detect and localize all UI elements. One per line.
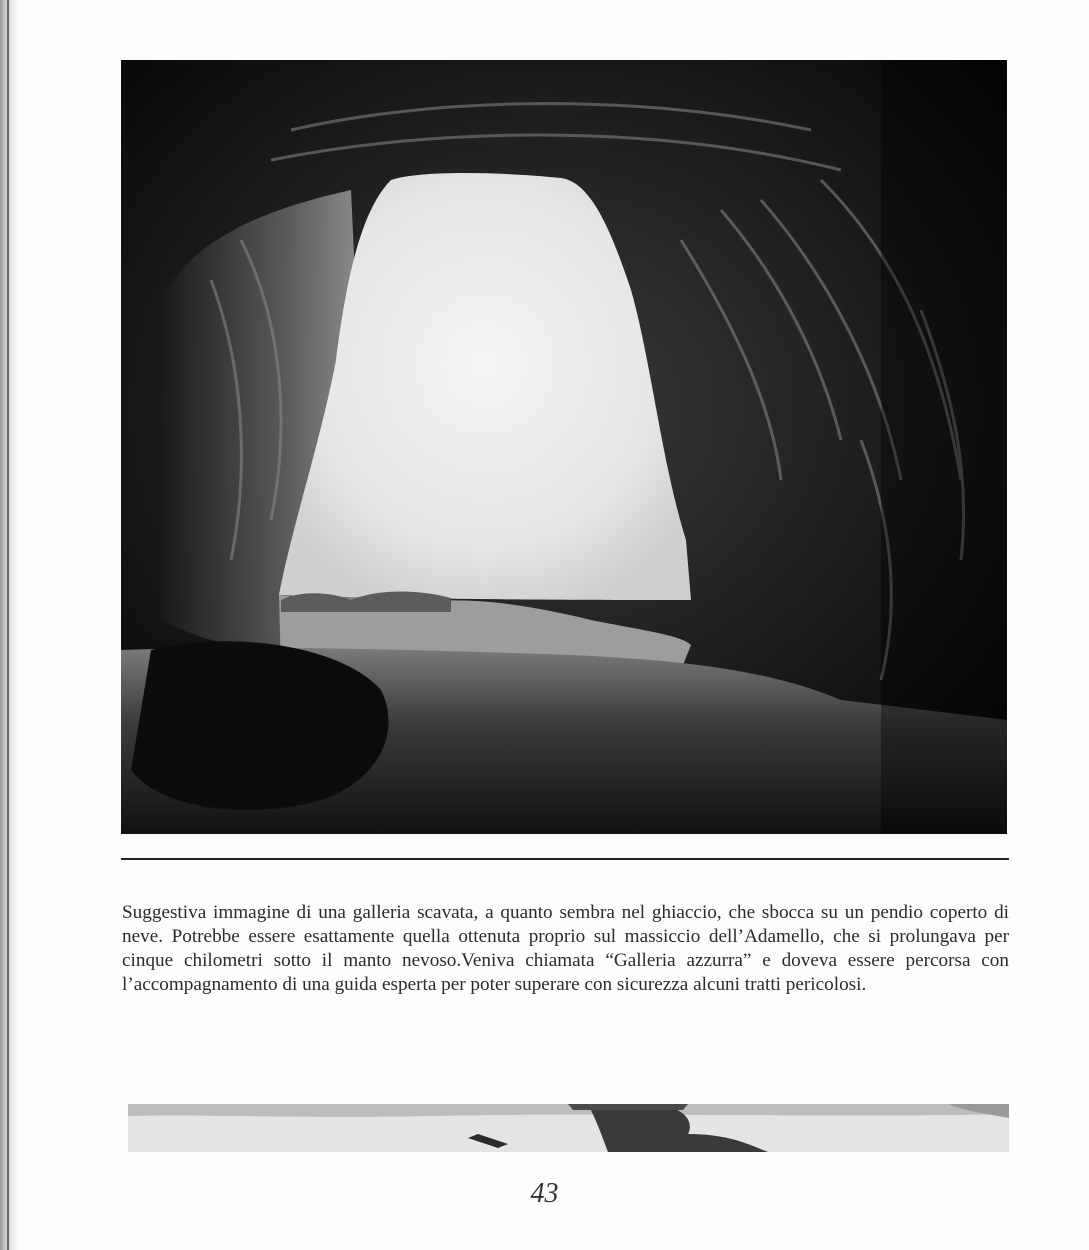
ice-tunnel-photo <box>121 60 1007 834</box>
partial-photo-icon <box>128 1104 1009 1152</box>
shadow-right <box>881 60 1007 834</box>
photo-caption: Suggestiva immagine di una galleria scavata, a quanto sembra nel ghiaccio, che sbocca su un pendio coperto di neve. Potrebbe essere esattamente quella ottenuta proprio sul massiccio dell’Adamello, che si prolungava per cinque chilometri sotto il manto nevoso.Veniva chiamata “Galleria azzurra” e doveva essere percorsa con l’accompagnamento di una guida esperta per poter superare con sicurezza alcuni tratti pericolosi. <box>122 902 1009 996</box>
next-photo-strip <box>128 1104 1009 1152</box>
page-binding-shadow <box>7 0 9 1250</box>
page-binding-edge <box>0 0 20 1250</box>
ice-tunnel-photo-icon <box>121 60 1007 834</box>
page-number: 43 <box>530 1178 559 1209</box>
caption-rule <box>121 858 1009 860</box>
